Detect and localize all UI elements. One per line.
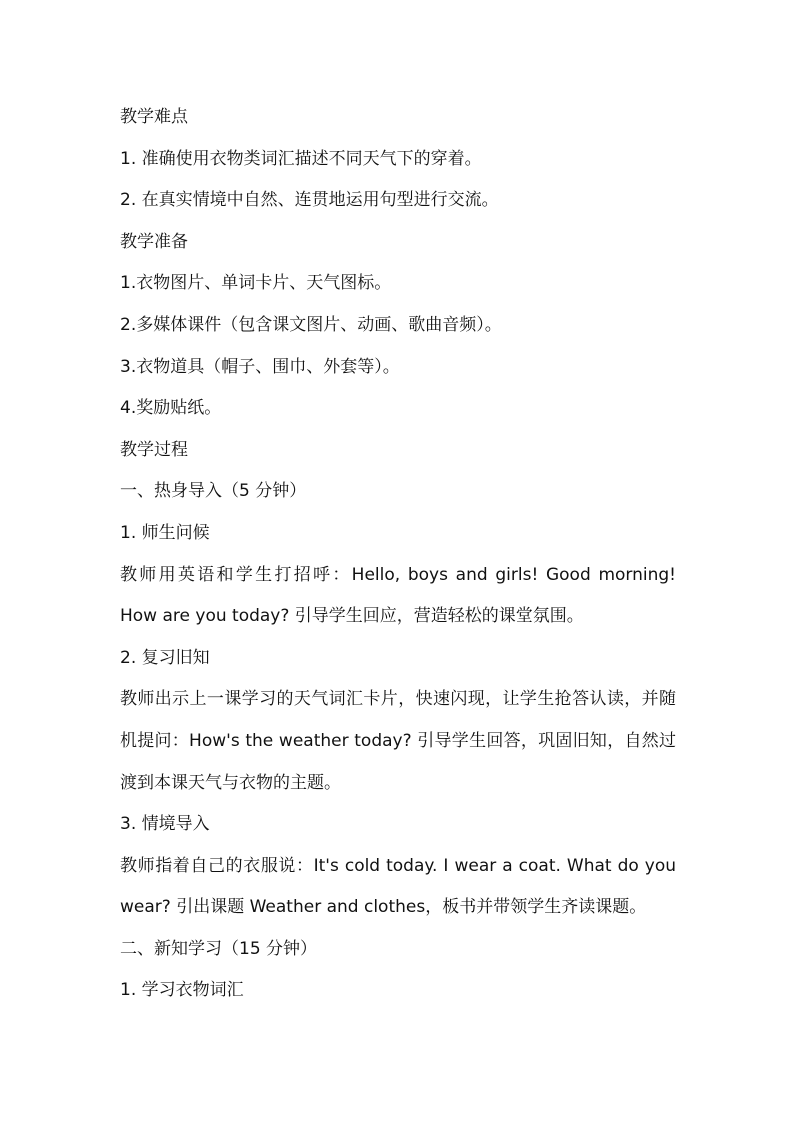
preparation-item-2: 2.多媒体课件（包含课文图片、动画、歌曲音频）。 — [120, 314, 502, 335]
step-review: 2. 复习旧知 — [120, 647, 210, 668]
preparation-item-1: 1.衣物图片、单词卡片、天气图标。 — [120, 273, 392, 294]
step-clothes-vocabulary: 1. 学习衣物词汇 — [120, 980, 244, 1001]
section-warmup: 一、热身导入（5 分钟） — [120, 481, 307, 502]
difficulty-item-1: 1. 准确使用衣物类词汇描述不同天气下的穿着。 — [120, 148, 482, 169]
paragraph-greeting: 教师用英语和学生打招呼：Hello, boys and girls! Good morning! How are you today? 引导学生回应，营造轻松的课堂氛围。 — [120, 564, 676, 627]
preparation-item-3: 3.衣物道具（帽子、围巾、外套等）。 — [120, 356, 400, 377]
heading-teaching-difficulties: 教学难点 — [120, 107, 188, 127]
step-context-intro: 3. 情境导入 — [120, 814, 210, 835]
difficulty-item-2: 2. 在真实情境中自然、连贯地运用句型进行交流。 — [120, 190, 499, 211]
section-new-learning: 二、新知学习（15 分钟） — [120, 938, 318, 959]
paragraph-context-intro: 教师指着自己的衣服说：It's cold today. I wear a coat. What do you wear? 引出课题 Weather and clothes，板书并带领学生齐读课题。 — [120, 855, 676, 918]
document-body — [120, 97, 676, 1012]
step-greeting: 1. 师生问候 — [120, 522, 210, 543]
heading-teaching-preparation: 教学准备 — [120, 231, 188, 252]
heading-teaching-process: 教学过程 — [120, 439, 188, 460]
preparation-item-4: 4.奖励贴纸。 — [120, 398, 222, 419]
paragraph-review: 教师出示上一课学习的天气词汇卡片，快速闪现，让学生抢答认读，并随机提问：How's the weather today? 引导学生回答，巩固旧知，自然过渡到本课天气与衣物的主题。 — [120, 689, 676, 793]
